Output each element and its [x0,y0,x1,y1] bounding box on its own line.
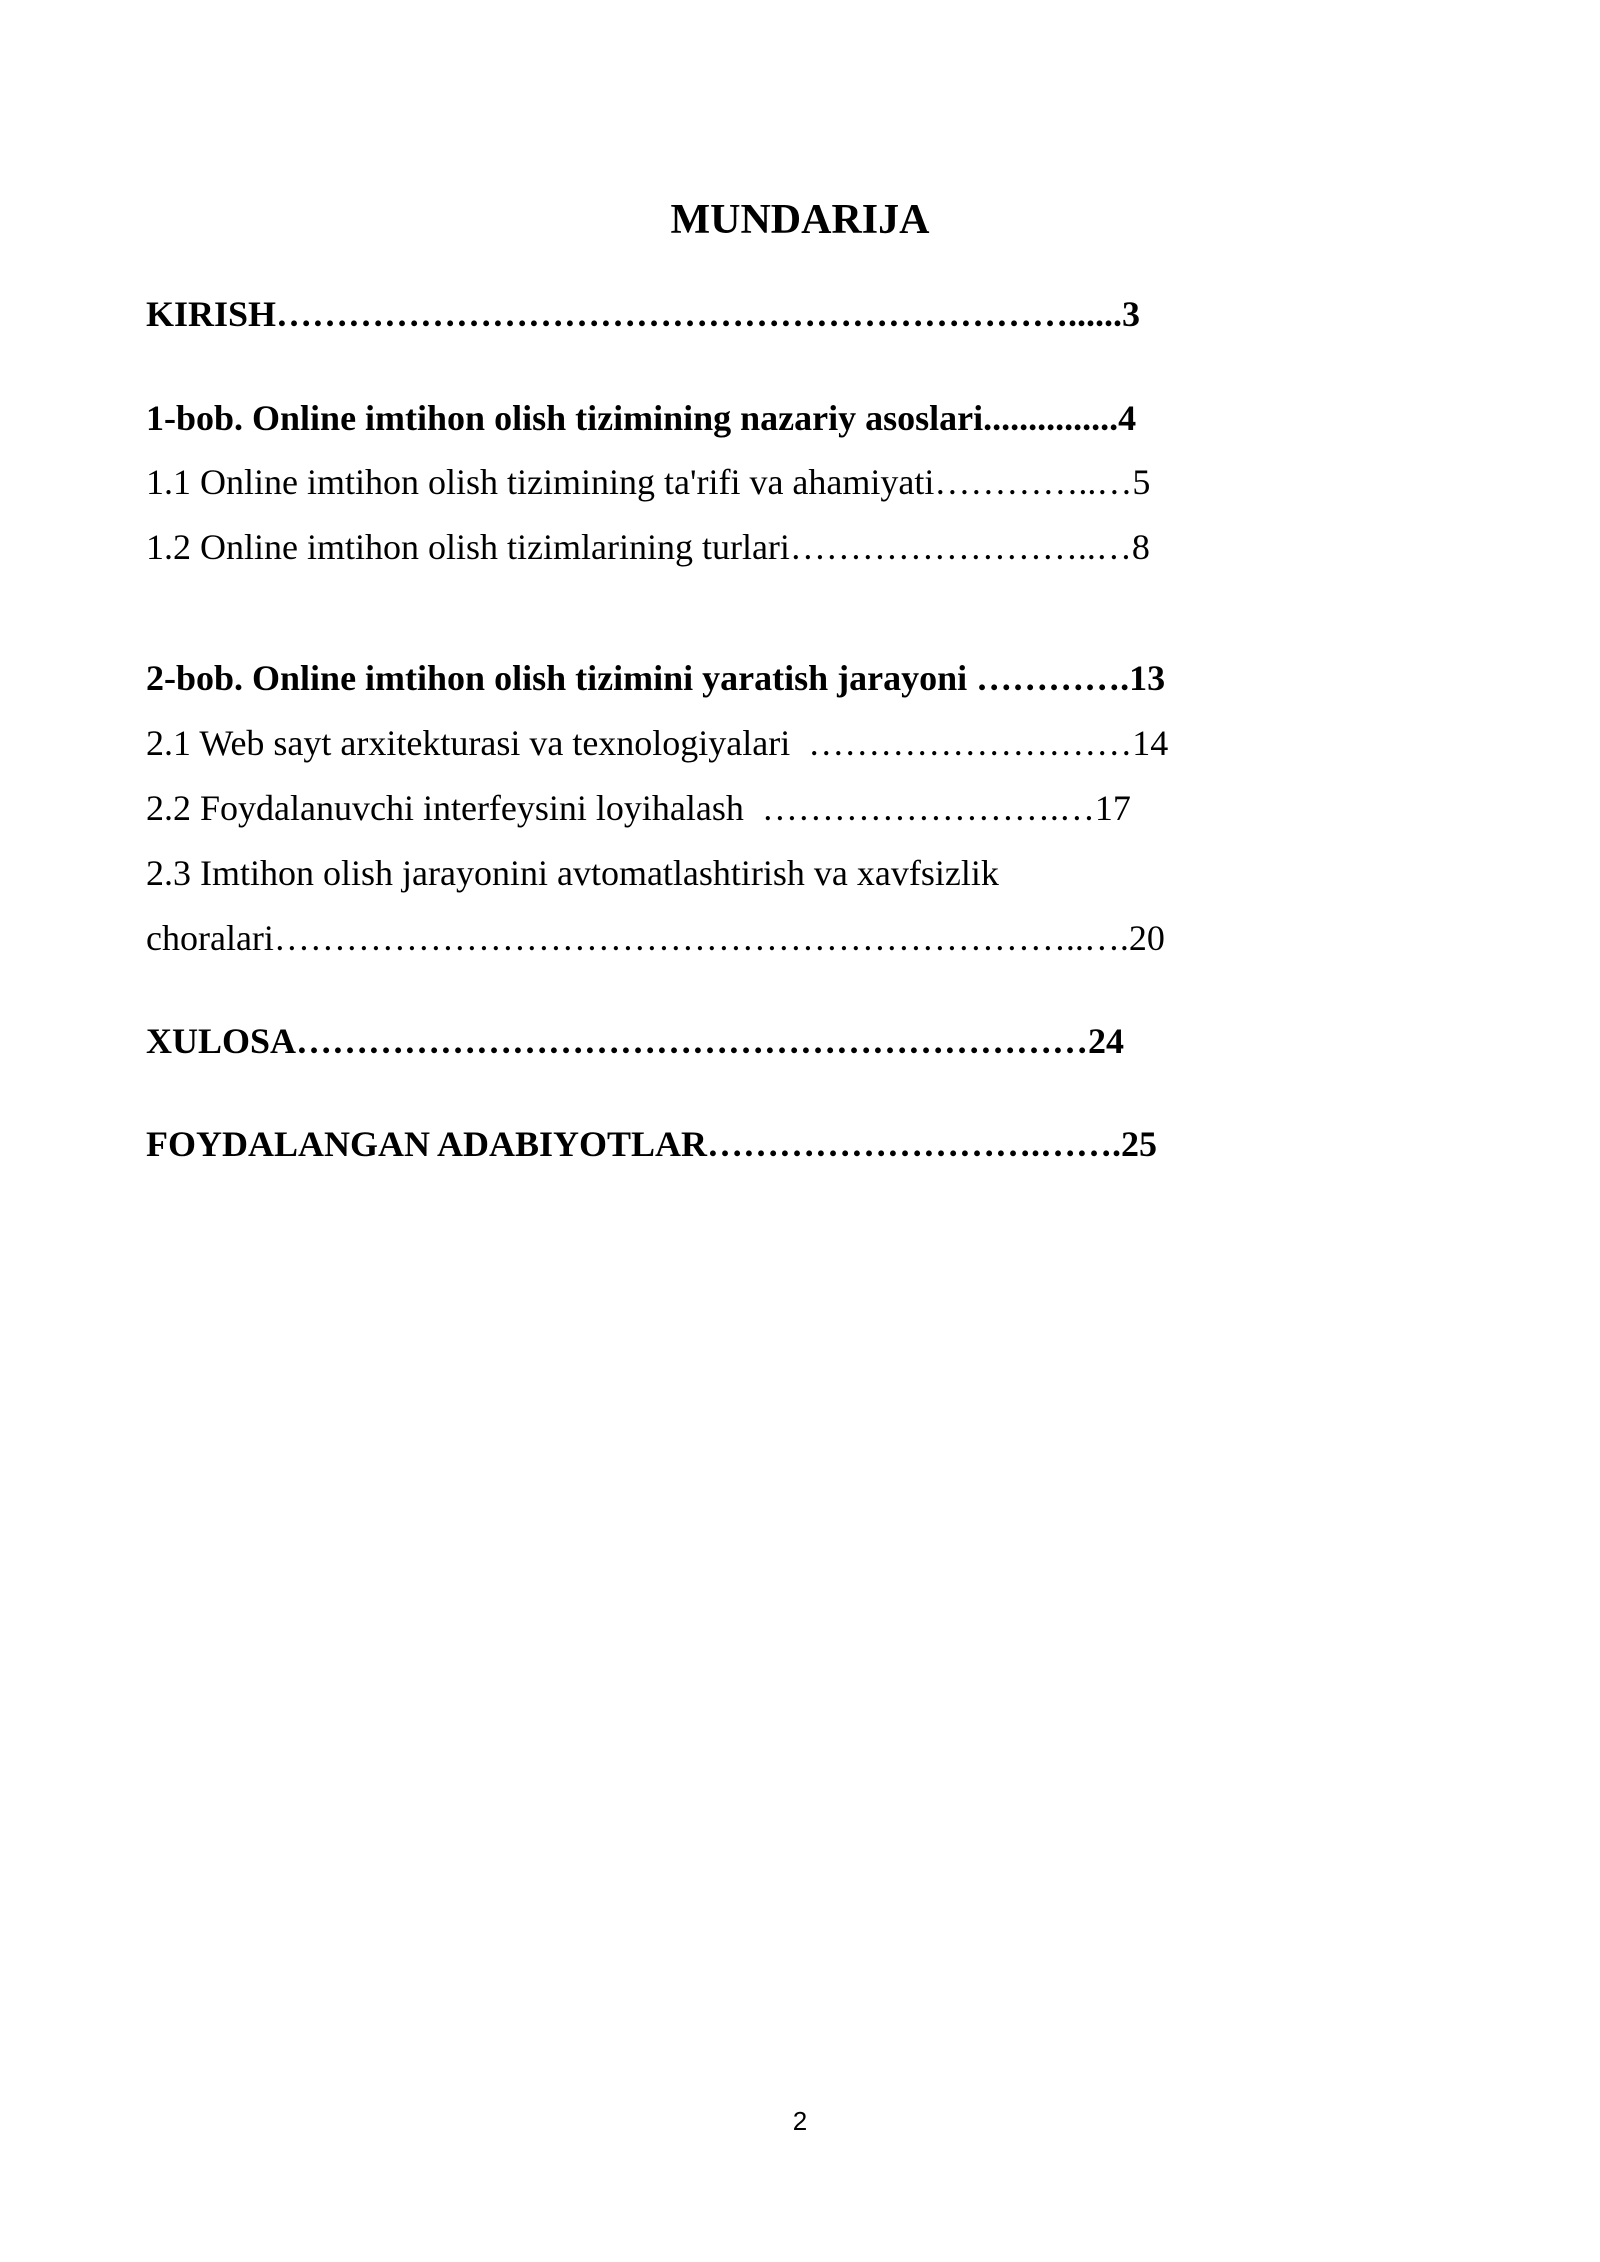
toc-entry-chapter-2: 2-bob. Online imtihon olish tizimini yaratish jarayoni ………….13 [146,658,1166,698]
toc-entry-adabiyotlar: FOYDALANGAN ADABIYOTLAR……………………….…….25 [146,1124,1158,1164]
toc-entry-section-1-1: 1.1 Online imtihon olish tizimining ta'rifi va ahamiyati…………..…5 [146,462,1151,502]
page-number: 2 [792,2106,808,2136]
toc-entry-chapter-1: 1-bob. Online imtihon olish tizimining nazariy asoslari...............4 [146,398,1137,438]
toc-entry-section-2-2: 2.2 Foydalanuvchi interfeysini loyihalash …………………….…17 [146,788,1131,828]
toc-entry-section-2-3: 2.3 Imtihon olish jarayonini avtomatlashtirish va xavfsizlik [146,853,999,893]
toc-entry-section-2-3-continued: choralari…………………………………………………………..….20 [146,918,1165,958]
toc-entry-section-1-2: 1.2 Online imtihon olish tizimlarining turlari……………………..…8 [146,527,1150,567]
toc-entry-xulosa: XULOSA…………………………………………………………24 [146,1021,1125,1061]
page-title: MUNDARIJA [670,197,930,243]
toc-entry-kirish: KIRISH…………………………………………………………......3 [146,294,1141,334]
toc-entry-section-2-1: 2.1 Web sayt arxitekturasi va texnologiyalari ………………………14 [146,723,1169,763]
